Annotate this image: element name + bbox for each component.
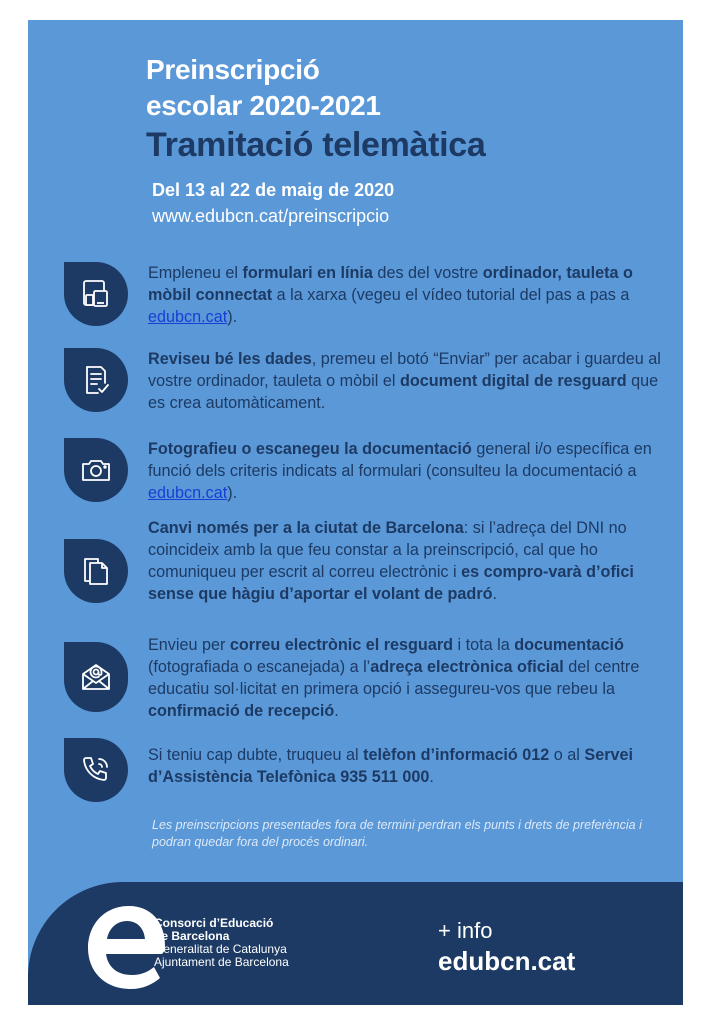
website-link[interactable]: edubcn.cat bbox=[438, 946, 576, 976]
step-2-tab bbox=[64, 348, 128, 412]
edubcn-link[interactable]: edubcn.cat bbox=[148, 308, 228, 326]
step-text-run: . bbox=[429, 768, 434, 786]
step-text-run: des del vostre bbox=[372, 264, 483, 282]
step-text-run: . bbox=[334, 702, 339, 720]
step-text-run: : si l’adreça del DNI no coincideix amb la que feu constar a la preinscripció, cal que ho comuniqueu per escrit al correu electrònic i bbox=[148, 519, 627, 581]
step-bold-text: adreça electrònica oficial bbox=[370, 658, 564, 676]
step-1-tab bbox=[64, 262, 128, 326]
step-text-run: i tota la bbox=[453, 636, 515, 654]
step-bold-text: Fotografieu o escanegeu la documentació bbox=[148, 440, 472, 458]
step-6-tab bbox=[64, 738, 128, 802]
step-text-run: , premeu el botó “Enviar” per acabar i guardeu al vostre ordinador, tauleta o mòbil el bbox=[148, 350, 661, 390]
step-bold-text: telèfon d’informació 012 bbox=[363, 746, 550, 764]
step-text-run: Si teniu cap dubte, truqueu al bbox=[148, 746, 364, 764]
step-4-tab bbox=[64, 539, 128, 603]
step-text-run: a la xarxa (vegeu el vídeo tutorial del pas a pas a bbox=[272, 286, 630, 304]
step-text-run: ). bbox=[227, 308, 238, 326]
poster bbox=[28, 20, 683, 1005]
step-bold-text: confirmació de recepció bbox=[148, 702, 335, 720]
org-line-2: de Barcelona bbox=[154, 929, 230, 943]
step-3-tab bbox=[64, 438, 128, 502]
camera-icon bbox=[80, 454, 112, 486]
step-bold-text: Servei d’Assistència Telefònica 935 511 000 bbox=[148, 746, 634, 786]
org-line-4: Ajuntament de Barcelona bbox=[154, 955, 289, 969]
org-line-3: Generalitat de Catalunya bbox=[154, 942, 287, 956]
step-bold-text: ordinador, tauleta o mòbil connectat bbox=[148, 264, 633, 304]
step-bold-text: document digital de resguard bbox=[399, 372, 627, 390]
step-bold-text: documentació bbox=[514, 636, 624, 654]
dates: Del 13 al 22 de maig de 2020 bbox=[152, 180, 395, 200]
documents-icon bbox=[80, 555, 112, 587]
step-5-tab bbox=[64, 642, 128, 712]
title-line-3: Tramitació telemàtica bbox=[146, 126, 486, 164]
step-6-text bbox=[148, 744, 670, 788]
step-text-run: Envieu per bbox=[148, 636, 230, 654]
step-bold-text: Reviseu bé les dades bbox=[148, 350, 312, 368]
step-bold-text: correu electrònic el resguard bbox=[229, 636, 454, 654]
title-line-1: Preinscripció bbox=[146, 54, 320, 85]
step-text-run: o al bbox=[549, 746, 585, 764]
step-text-run: del centre educatiu sol·licitat en primera opció i assegureu-vos que rebeu la bbox=[148, 658, 640, 698]
phone-icon bbox=[80, 754, 112, 786]
document-check-icon bbox=[80, 364, 112, 396]
step-2-text bbox=[148, 348, 670, 414]
step-4-text bbox=[148, 517, 670, 605]
edubcn-link[interactable]: edubcn.cat bbox=[148, 484, 228, 502]
deadline-note: Les preinscripcions presentades fora de termini perdran els punts i drets de preferència i podran quedar fora del procés ordinari. bbox=[152, 818, 642, 849]
step-bold-text: formulari en línia bbox=[242, 264, 373, 282]
step-text-run: Empleneu el bbox=[148, 264, 243, 282]
step-text-run: que es crea automàticament. bbox=[148, 372, 659, 412]
step-3-text bbox=[148, 438, 670, 504]
email-icon bbox=[80, 661, 112, 693]
org-line-1: Consorci d’Educació bbox=[154, 916, 274, 930]
step-text-run: general i/o específica en funció dels criteris indicats al formulari (consulteu la documentació a bbox=[148, 440, 652, 480]
step-bold-text: Canvi només per a la ciutat de Barcelona bbox=[148, 519, 464, 537]
step-text-run: ). bbox=[227, 484, 238, 502]
footer bbox=[28, 882, 683, 1005]
step-text-run: . bbox=[492, 585, 498, 603]
devices-icon bbox=[80, 278, 112, 310]
step-1-text bbox=[148, 262, 670, 328]
organization-name bbox=[154, 917, 289, 969]
more-info-label: + info bbox=[438, 918, 493, 943]
step-bold-text: es compro-varà d’ofici sense que hàgiu d’aportar el volant de padró bbox=[148, 563, 634, 603]
step-5-text bbox=[148, 634, 670, 722]
preinscription-url[interactable]: www.edubcn.cat/preinscripcio bbox=[152, 206, 390, 226]
title-line-2: escolar 2020-2021 bbox=[146, 90, 381, 121]
step-text-run: (fotografiada o escanejada) a l’ bbox=[148, 658, 371, 676]
